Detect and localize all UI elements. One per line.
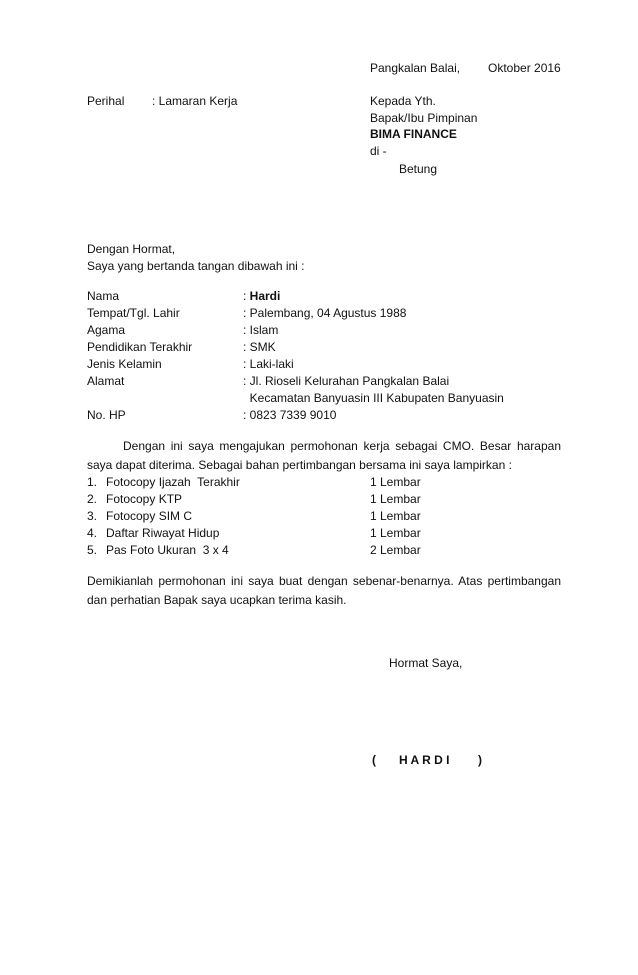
- identity-separator: :: [243, 323, 250, 337]
- identity-value-text: 0823 7339 9010: [249, 408, 337, 422]
- identity-label: Tempat/Tgl. Lahir: [87, 306, 180, 320]
- identity-separator: :: [243, 306, 250, 320]
- identity-label: Alamat: [87, 374, 125, 388]
- identity-value-text: Palembang, 04 Agustus 1988: [249, 306, 407, 320]
- identity-label: Nama: [87, 289, 120, 303]
- recipient-company: BIMA FINANCE: [370, 127, 457, 141]
- identity-separator: :: [243, 357, 250, 371]
- month-year: Oktober 2016: [488, 61, 561, 75]
- attachment-name: Fotocopy Ijazah Terakhir: [106, 475, 240, 489]
- identity-separator: [243, 391, 250, 405]
- identity-value: [243, 390, 504, 406]
- attachment-name: Pas Foto Ukuran 3 x 4: [106, 543, 229, 557]
- attachment-quantity: 1 Lembar: [370, 526, 421, 540]
- identity-value: [243, 373, 449, 389]
- attachment-number: 4.: [87, 526, 98, 540]
- identity-separator: :: [243, 374, 250, 388]
- signature-close-paren: ): [478, 753, 482, 767]
- signature-open-paren: (: [372, 753, 376, 767]
- identity-value-text: Islam: [249, 323, 279, 337]
- identity-value-text: Kecamatan Banyuasin III Kabupaten Banyuasin: [249, 391, 504, 405]
- body-paragraph: Dengan ini saya mengajukan permohonan kerja sebagai CMO. Besar harapan saya dapat diterima. Sebagai bahan pertimbangan bersama ini saya lampirkan :: [87, 439, 561, 472]
- identity-separator: :: [243, 408, 250, 422]
- signature-name: H A R D I: [399, 753, 450, 767]
- identity-value-text: Jl. Rioseli Kelurahan Pangkalan Balai: [249, 374, 450, 388]
- attachment-number: 2.: [87, 492, 98, 506]
- identity-value: [243, 407, 336, 423]
- identity-value-text: SMK: [249, 340, 276, 354]
- attachment-quantity: 1 Lembar: [370, 509, 421, 523]
- identity-label: Jenis Kelamin: [87, 357, 162, 371]
- attachment-name: Fotocopy KTP: [106, 492, 183, 506]
- identity-value: [243, 339, 276, 355]
- regards: Hormat Saya,: [389, 656, 463, 670]
- recipient-at: di -: [370, 144, 387, 158]
- identity-value: [243, 356, 294, 372]
- identity-label: Agama: [87, 323, 126, 337]
- attachment-number: 1.: [87, 475, 98, 489]
- identity-label: Pendidikan Terakhir: [87, 340, 193, 354]
- attachment-quantity: 1 Lembar: [370, 492, 421, 506]
- intro-line: Saya yang bertanda tangan dibawah ini :: [87, 259, 305, 273]
- recipient-city: Betung: [399, 162, 438, 176]
- identity-value: [243, 322, 278, 338]
- attachment-name: Daftar Riwayat Hidup: [106, 526, 220, 540]
- subject-value: : Lamaran Kerja: [152, 94, 238, 108]
- recipient-line2: Bapak/Ibu Pimpinan: [370, 111, 478, 125]
- attachment-name: Fotocopy SIM C: [106, 509, 193, 523]
- identity-value: [243, 305, 406, 321]
- attachment-quantity: 1 Lembar: [370, 475, 421, 489]
- attachment-number: 5.: [87, 543, 98, 557]
- identity-separator: :: [243, 289, 250, 303]
- subject-label: Perihal: [87, 94, 125, 108]
- identity-separator: :: [243, 340, 250, 354]
- attachment-quantity: 2 Lembar: [370, 543, 421, 557]
- attachment-number: 3.: [87, 509, 98, 523]
- identity-value: [243, 288, 280, 304]
- closing-paragraph: Demikianlah permohonan ini saya buat dengan sebenar-benarnya. Atas pertimbangan dan perhatian Bapak saya ucapkan terima kasih.: [87, 574, 561, 607]
- place-date: Pangkalan Balai,: [370, 61, 461, 75]
- recipient-line1: Kepada Yth.: [370, 94, 436, 108]
- identity-value-text: Hardi: [249, 289, 281, 303]
- salutation: Dengan Hormat,: [87, 242, 176, 256]
- identity-value-text: Laki-laki: [249, 357, 294, 371]
- identity-label: No. HP: [87, 408, 126, 422]
